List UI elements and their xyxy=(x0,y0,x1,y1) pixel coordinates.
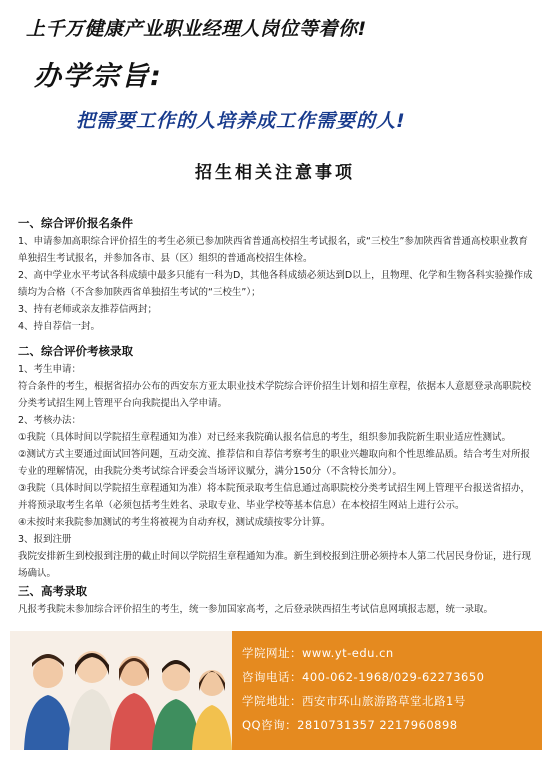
phone-info: 咨询电话：400-062-1968/029-62273650 xyxy=(242,670,485,684)
section2-item: ③我院（具体时间以学院招生章程通知为准）将本院预录取考生信息通过高职院校分类考试招生网上管理平台报送省招办，并将预录取考生名单（必须包括考生姓名、录取专业、毕业学校等基本信息）在本校招生网站上进行公示。 xyxy=(18,483,531,511)
qq-info: QQ咨询：2810731357 2217960898 xyxy=(242,718,458,732)
section2-item: 符合条件的考生，根据省招办公布的西安东方亚太职业技术学院综合评价招生计划和招生章程，依据本人意愿登录高职院校分类考试招生网上管理平台向我院提出入学申请。 xyxy=(18,381,532,409)
section2-item: 2、考核办法： xyxy=(18,415,82,426)
section2-item: ①我院（具体时间以学院招生章程通知为准）对已经来我院确认报名信息的考生，组织参加我院新生职业适应性测试。 xyxy=(18,432,512,443)
mission-title: 办学宗旨: xyxy=(34,61,163,92)
section1-item: 1、申请参加高职综合评价招生的考生必须已参加陕西省普通高校招生考试报名，或“三校生”参加陕西省普通高校职业教育单独招生考试报名，并参加各市、县（区）组织的普通高校招生体检。 xyxy=(18,236,528,264)
section2-heading: 二、综合评价考核录取 xyxy=(18,344,133,358)
students-photo xyxy=(10,631,232,750)
headline: 上千万健康产业职业经理人岗位等着你! xyxy=(26,18,367,40)
section2-item: ④未按时来我院参加测试的考生将被视为自动弃权，测试成绩按零分计算。 xyxy=(18,517,331,528)
section1-heading: 一、综合评价报名条件 xyxy=(18,216,133,230)
footer-banner xyxy=(10,631,542,750)
section3-item: 凡报考我院未参加综合评价招生的考生，统一参加国家高考，之后登录陕西招生考试信息网填报志愿，统一录取。 xyxy=(18,604,494,615)
section2-item: 我院安排新生到校报到注册的截止时间以学院招生章程通知为准。新生到校报到注册必须持本人第二代居民身份证，进行现场确认。 xyxy=(18,551,532,579)
section1-item: 3、持有老师或亲友推荐信两封； xyxy=(18,304,158,315)
notice-title: 招生相关注意事项 xyxy=(195,163,355,183)
contact-panel xyxy=(232,631,542,750)
section1-item: 4、持自荐信一封。 xyxy=(18,321,101,332)
section1-item: 2、高中学业水平考试各科成绩中最多只能有一科为D，其他各科成绩必须达到D以上，且物理、化学和生物各科实验操作成绩均为合格（不含参加陕西省单独招生考试的“三校生”）； xyxy=(18,270,533,298)
section2-item: 1、考生申请： xyxy=(18,364,82,375)
address-info: 学院地址：西安市环山旅游路草堂北路1号 xyxy=(242,694,466,708)
section1-body xyxy=(18,233,534,335)
mission-statement: 把需要工作的人培养成工作需要的人! xyxy=(76,110,406,132)
website-info: 学院网址：www.yt-edu.cn xyxy=(242,646,394,660)
section2-body xyxy=(18,361,534,582)
section3-body xyxy=(18,601,534,618)
students-illustration xyxy=(10,631,232,750)
section3-heading: 三、高考录取 xyxy=(18,584,87,598)
section2-item: 3、报到注册 xyxy=(18,534,72,545)
section2-item: ②测试方式主要通过面试回答问题，互动交流、推荐信和自荐信考察考生的职业兴趣取向和个性思维品质。结合考生对所报专业的理解情况，由我院分类考试综合评委会当场评议赋分，满分150分（不含特长加分）。 xyxy=(18,449,531,477)
